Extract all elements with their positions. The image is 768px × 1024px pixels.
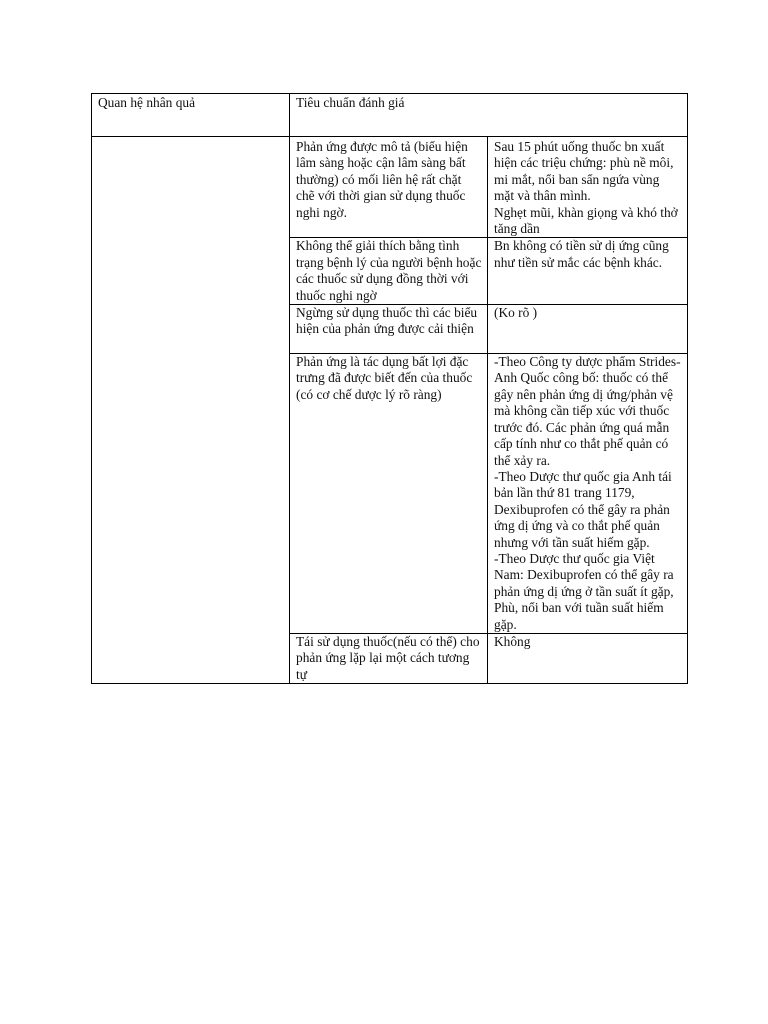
assessment-cell (488, 633, 688, 683)
assessment-text: Bn không có tiền sử dị ứng cũng như tiền sử mắc các bệnh khác. (494, 238, 669, 270)
header-causality-cell (92, 94, 290, 137)
criterion-cell (290, 238, 488, 305)
header-criteria-cell (290, 94, 688, 137)
header-causality-label: Quan hệ nhân quả (98, 95, 196, 110)
criterion-text: Tái sử dụng thuốc(nếu có thể) cho phản ứng lặp lại một cách tương tự (296, 633, 480, 682)
assessment-text: Sau 15 phút uống thuốc bn xuất hiện các triệu chứng: phù nề môi, mi mắt, nổi ban sẩn ngứa vùng mặt và thân mình. Nghẹt mũi, khàn giọng và khó thở tăng dần (494, 139, 678, 237)
table-row (92, 137, 688, 238)
header-criteria-label: Tiêu chuẩn đánh giá (296, 95, 405, 110)
criterion-text: Ngừng sử dụng thuốc thì các biểu hiện của phản ứng được cải thiện (296, 305, 478, 337)
criterion-text: Phản ứng được mô tả (biểu hiện lâm sàng hoặc cận lâm sàng bất thường) có mối liên hệ rất chặt chẽ với thời gian sử dụng thuốc nghi ngờ. (296, 139, 468, 220)
criterion-cell (290, 305, 488, 354)
assessment-cell (488, 354, 688, 634)
assessment-cell (488, 305, 688, 354)
criterion-cell (290, 633, 488, 683)
assessment-text: -Theo Công ty dược phẩm Strides-Anh Quốc công bố: thuốc có thể gây nên phản ứng dị ứng/phản vệ mà không cần tiếp xúc với thuốc trước đó. Các phản ứng quá mẫn cấp tính như co thắt phế quản có thể xảy ra. -Theo Dược thư quốc gia Anh tái bản lần thứ 81 trang 1179, Dexibuprofen có thể gây ra phản ứng dị ứng và co thắt phế quản nhưng với tần suất hiếm gặp. -Theo Dược thư quốc gia Việt Nam: Dexibuprofen có thể gây ra phản ứng dị ứng ở tần suất ít gặp, Phù, nổi ban với tuần suất hiếm gặp. (494, 354, 681, 632)
causality-merged-cell (92, 137, 290, 684)
criterion-cell (290, 137, 488, 238)
assessment-text: (Ko rõ ) (494, 305, 538, 321)
assessment-text: Không (494, 633, 531, 649)
assessment-cell (488, 137, 688, 238)
table-header-row (92, 94, 688, 137)
criterion-text: Phản ứng là tác dụng bất lợi đặc trưng đã được biết đến của thuốc (có cơ chế dược lý rõ ràng) (296, 354, 473, 402)
criterion-cell (290, 354, 488, 634)
causality-assessment-table (91, 93, 688, 684)
criterion-text: Không thể giải thích bằng tình trạng bệnh lý của người bệnh hoặc các thuốc sử dụng đồng thời với thuốc nghi ngờ (296, 238, 482, 303)
assessment-cell (488, 238, 688, 305)
